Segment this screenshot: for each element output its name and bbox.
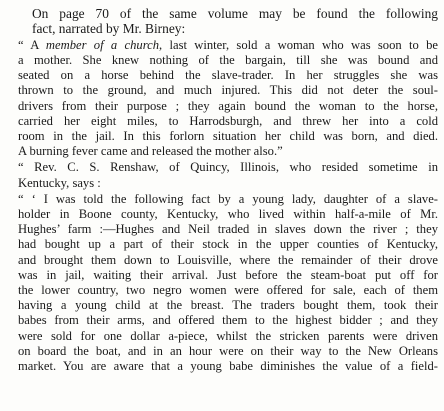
- renshaw-attribution: [6, 160, 438, 190]
- attribution-line-1: “ Rev. C. S. Renshaw, of Quincy, Illinois, who resided sometime in: [18, 160, 438, 175]
- quote1-line-2: a mother. She knew nothing of the bargain, till she was bound and: [18, 53, 438, 68]
- quote1-line-1: [18, 38, 438, 53]
- quote1-emphasis: member of a church: [45, 37, 160, 52]
- quote1-line-3: seated on a horse behind the slave-trader. In her struggles she was: [18, 68, 438, 83]
- quote2-line-11: on board the boat, and in an hour were on their way to the New Orleans: [18, 343, 438, 358]
- intro-line-1: On page 70 of the same volume may be found the following: [32, 6, 438, 21]
- quote2-line-6: was in jail, waiting their arrival. Just before the steam-boat put off for: [18, 267, 438, 282]
- quote1-line-7: room in the jail. In this forlorn situation her child was born, and died.: [18, 129, 438, 144]
- quote1-line-8: A burning fever came and released the mother also.”: [18, 144, 283, 159]
- quote2-line-3: Hughes’ farm :—Hughes and Neil traded in slaves down the river ; they: [18, 222, 438, 237]
- quote1-line-1-rest: , last winter, sold a woman who was soon to be: [159, 37, 439, 52]
- quote2-line-2: holder in Boone county, Kentucky, who lived within half-a-mile of Mr.: [18, 207, 438, 222]
- intro-line-2: fact, narrated by Mr. Birney:: [32, 21, 186, 37]
- quote2-line-7: the lower country, two negro women were offered for sale, each of them: [18, 283, 438, 298]
- attribution-line-2: Kentucky, says :: [18, 175, 101, 190]
- renshaw-quote: [6, 192, 438, 374]
- quote2-line-4: had bought up a part of their stock in the upper counties of Kentucky,: [18, 237, 438, 252]
- quote1-line-5: drivers from their purpose ; they again bound the woman to the horse,: [18, 98, 438, 113]
- quote2-line-1: “ ‘ I was told the following fact by a young lady, daughter of a slave-: [18, 191, 438, 206]
- intro-paragraph: [6, 6, 438, 37]
- quote2-line-10: were sold for one dollar a-piece, whilst the stricken parents were driven: [18, 328, 438, 343]
- birney-quote: [6, 38, 438, 160]
- quote2-line-12: market. You are aware that a young babe diminishes the value of a field-: [18, 359, 438, 374]
- quote2-line-8: having a young child at the breast. The traders bought them, took their: [18, 298, 438, 313]
- page-text: [6, 6, 438, 375]
- quote1-line-4: thrown to the ground, and much injured. This did not deter the soul-: [18, 83, 438, 98]
- quote2-line-5: and brought them down to Louisville, where the remainder of their drove: [18, 252, 438, 267]
- quote1-line-1-open: “ A: [18, 37, 46, 52]
- quote2-line-9: babes from their arms, and offered them to the highest bidder ; and they: [18, 313, 438, 328]
- quote1-line-6: carried her eight miles, to Harrodsburgh, and threw her into a cold: [18, 113, 438, 128]
